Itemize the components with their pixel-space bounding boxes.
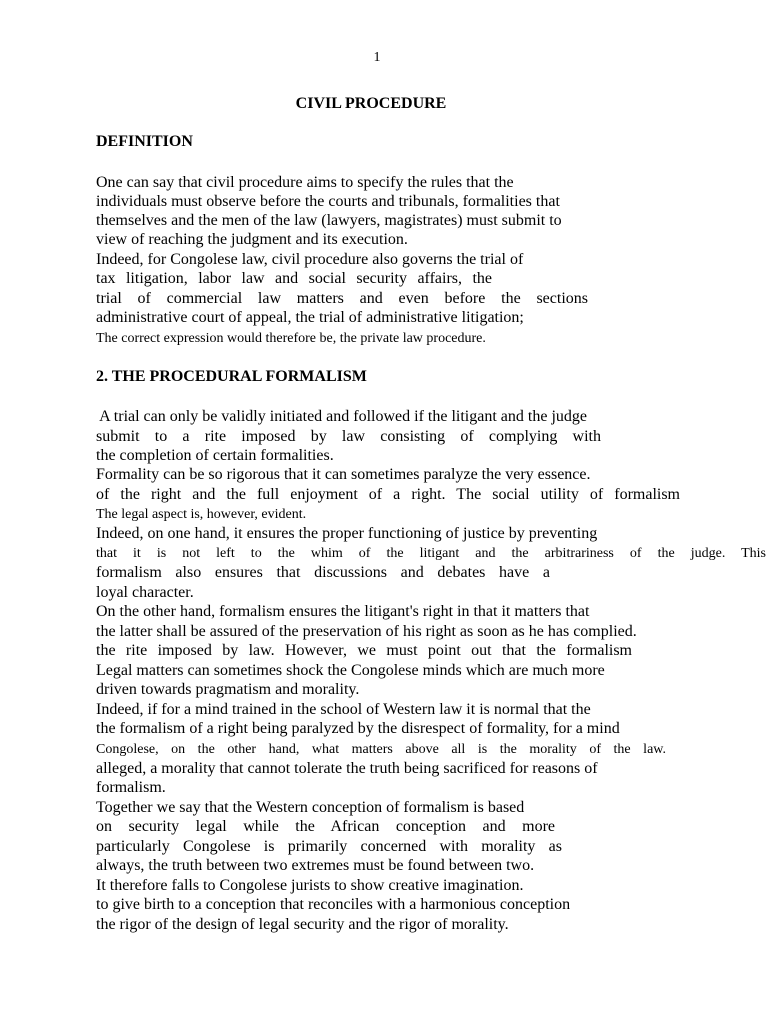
paragraph-line: Indeed, if for a mind trained in the school of Western law it is normal that the	[96, 701, 591, 718]
paragraph-line: submit to a rite imposed by law consisting of complying with	[96, 428, 601, 445]
paragraph-line: individuals must observe before the courts and tribunals, formalities that	[96, 193, 560, 210]
paragraph-line: One can say that civil procedure aims to specify the rules that the	[96, 174, 514, 191]
paragraph-line: formalism also ensures that discussions and debates have a	[96, 564, 550, 581]
paragraph-line: driven towards pragmatism and morality.	[96, 681, 360, 698]
paragraph-line: trial of commercial law matters and even before the sections	[96, 290, 588, 307]
paragraph-line: the latter shall be assured of the preservation of his right as soon as he has complied.	[96, 623, 637, 640]
paragraph-line: formalism.	[96, 779, 166, 796]
paragraph-line: the rigor of the design of legal security and the rigor of morality.	[96, 916, 509, 933]
paragraph-line: of the right and the full enjoyment of a right. The social utility of formalism	[96, 486, 680, 503]
paragraph-line: A trial can only be validly initiated and followed if the litigant and the judge	[96, 408, 587, 425]
paragraph-line: always, the truth between two extremes must be found between two.	[96, 857, 535, 874]
paragraph-line: On the other hand, formalism ensures the litigant's right in that it matters that	[96, 603, 590, 620]
paragraph-line: themselves and the men of the law (lawyers, magistrates) must submit to	[96, 212, 562, 229]
paragraph-line: the rite imposed by law. However, we must point out that the formalism	[96, 642, 632, 659]
paragraph-line: It therefore falls to Congolese jurists to show creative imagination.	[96, 877, 524, 894]
paragraph-line: the formalism of a right being paralyzed by the disrespect of formality, for a mind	[96, 720, 620, 737]
paragraph-line: that it is not left to the whim of the litigant and the arbitrariness of the judge. This	[96, 546, 766, 561]
paragraph-line: particularly Congolese is primarily concerned with morality as	[96, 838, 562, 855]
paragraph-line: loyal character.	[96, 584, 194, 601]
paragraph-line: Indeed, on one hand, it ensures the proper functioning of justice by preventing	[96, 525, 598, 542]
paragraph-line: Indeed, for Congolese law, civil procedure also governs the trial of	[96, 251, 524, 268]
paragraph-line: on security legal while the African conception and more	[96, 818, 555, 835]
paragraph-line: Congolese, on the other hand, what matters above all is the morality of the law.	[96, 742, 666, 757]
document-title: CIVIL PROCEDURE	[295, 95, 447, 112]
paragraph-line: tax litigation, labor law and social security affairs, the	[96, 270, 492, 287]
paragraph-line: The legal aspect is, however, evident.	[96, 507, 307, 522]
paragraph-line: Together we say that the Western conception of formalism is based	[96, 799, 525, 816]
section-heading-procedural-formalism: 2. THE PROCEDURAL FORMALISM	[96, 368, 367, 385]
page-number: 1	[373, 50, 381, 65]
paragraph-line: Legal matters can sometimes shock the Congolese minds which are much more	[96, 662, 605, 679]
paragraph-line: view of reaching the judgment and its execution.	[96, 231, 408, 248]
paragraph-line: The correct expression would therefore be, the private law procedure.	[96, 331, 486, 346]
section-heading-definition: DEFINITION	[96, 133, 193, 150]
paragraph-line: Formality can be so rigorous that it can sometimes paralyze the very essence.	[96, 466, 591, 483]
paragraph-line: administrative court of appeal, the trial of administrative litigation;	[96, 309, 524, 326]
paragraph-line: alleged, a morality that cannot tolerate the truth being sacrificed for reasons of	[96, 760, 598, 777]
paragraph-line: to give birth to a conception that reconciles with a harmonious conception	[96, 896, 571, 913]
paragraph-line: the completion of certain formalities.	[96, 447, 334, 464]
